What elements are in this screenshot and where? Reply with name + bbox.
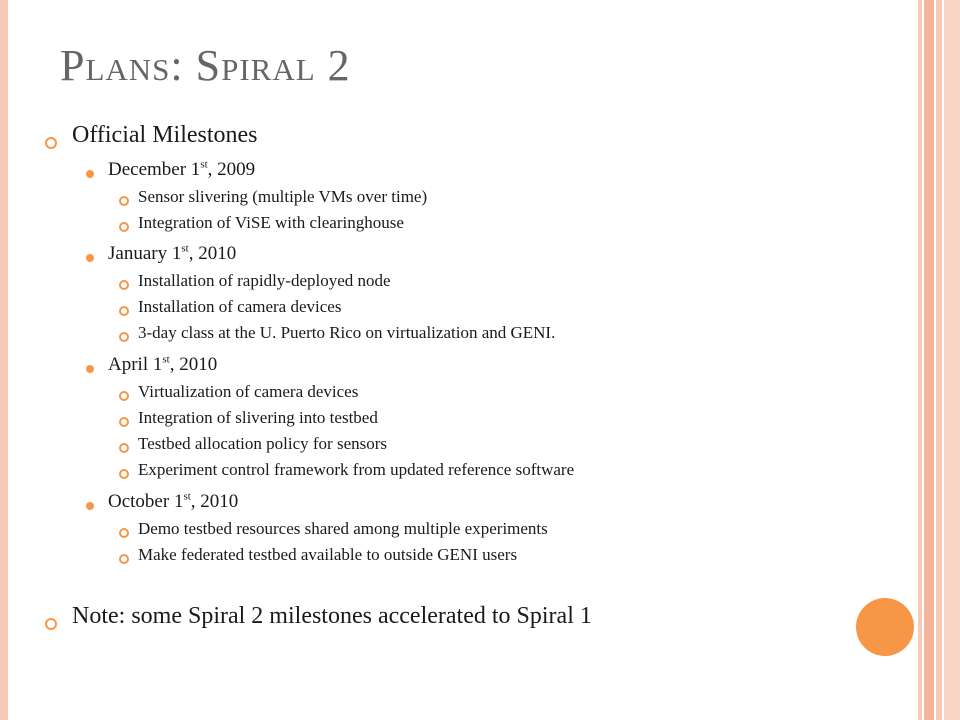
- milestone-item: Make federated testbed available to outside GENI users: [138, 545, 518, 564]
- milestone-date-january: January 1st, 2010: [108, 242, 237, 264]
- milestone-date-december: December 1st, 2009: [108, 158, 256, 180]
- ring-bullet-icon: [119, 391, 129, 401]
- milestone-item: Integration of ViSE with clearinghouse: [138, 213, 404, 232]
- ring-bullet-icon: [45, 137, 57, 149]
- milestone-item: 3-day class at the U. Puerto Rico on virtualization and GENI.: [138, 323, 556, 342]
- ring-bullet-icon: [45, 618, 57, 630]
- milestone-item: Demo testbed resources shared among multiple experiments: [138, 519, 548, 538]
- ring-bullet-icon: [119, 528, 129, 538]
- dot-bullet-icon: [86, 170, 94, 178]
- dot-bullet-icon: [86, 502, 94, 510]
- ring-bullet-icon: [119, 196, 129, 206]
- ring-bullet-icon: [119, 332, 129, 342]
- slide-title: Plans: Spiral 2: [60, 41, 351, 90]
- milestone-item: Virtualization of camera devices: [138, 382, 359, 401]
- decorative-orange-circle: [856, 598, 914, 656]
- ring-bullet-icon: [119, 306, 129, 316]
- milestone-date-october: October 1st, 2010: [108, 490, 239, 512]
- right-border-stripes: [918, 0, 960, 720]
- ring-bullet-icon: [119, 554, 129, 564]
- ring-bullet-icon: [119, 280, 129, 290]
- milestone-date-april: April 1st, 2010: [108, 353, 218, 375]
- milestone-item: Installation of rapidly-deployed node: [138, 271, 391, 290]
- bullet-official-milestones: Official Milestones: [72, 122, 258, 148]
- ring-bullet-icon: [119, 443, 129, 453]
- milestone-item: Installation of camera devices: [138, 297, 342, 316]
- bullet-note: Note: some Spiral 2 milestones accelerated to Spiral 1: [72, 603, 592, 629]
- milestone-item: Experiment control framework from updated reference software: [138, 460, 575, 479]
- dot-bullet-icon: [86, 365, 94, 373]
- milestone-item: Integration of slivering into testbed: [138, 408, 378, 427]
- ring-bullet-icon: [119, 222, 129, 232]
- milestone-item: Sensor slivering (multiple VMs over time): [138, 187, 428, 206]
- ring-bullet-icon: [119, 417, 129, 427]
- ring-bullet-icon: [119, 469, 129, 479]
- milestone-item: Testbed allocation policy for sensors: [138, 434, 388, 453]
- dot-bullet-icon: [86, 254, 94, 262]
